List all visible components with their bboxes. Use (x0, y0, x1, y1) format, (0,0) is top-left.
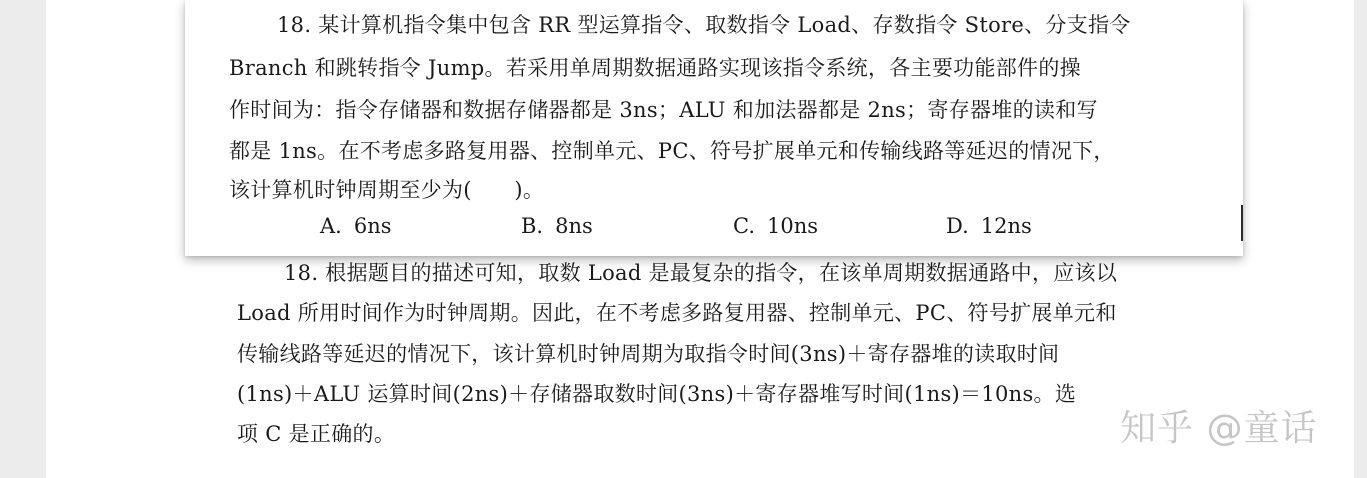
answer-line: 项 C 是正确的。 (237, 422, 396, 446)
option-c (733, 214, 818, 238)
question-line: Branch 和跳转指令 Jump。若采用单周期数据通路实现该指令系统，各主要功能部件的操 (229, 56, 1081, 80)
question-line: 该计算机时钟周期至少为( )。 (229, 178, 545, 202)
option-letter: B. (521, 214, 544, 238)
question-line: 18. 某计算机指令集中包含 RR 型运算指令、取数指令 Load、存数指令 Store、分支指令 (277, 13, 1131, 37)
answer-options (185, 214, 1243, 244)
card-edge-line (1241, 205, 1243, 241)
option-b (521, 214, 593, 238)
answer-line: Load 所用时间作为时钟周期。因此，在不考虑多路复用器、控制单元、PC、符号扩展单元和 (237, 301, 1117, 325)
watermark: 知乎 @童话 (1120, 408, 1318, 449)
option-text: 12ns (980, 214, 1032, 238)
answer-line: 传输线路等延迟的情况下，该计算机时钟周期为取指令时间(3ns)＋寄存器堆的读取时间 (237, 342, 1060, 366)
option-text: 8ns (555, 214, 593, 238)
question-card (185, 0, 1243, 256)
option-letter: A. (320, 214, 342, 238)
option-d (946, 214, 1032, 238)
option-a (320, 214, 392, 238)
option-letter: D. (946, 214, 969, 238)
question-line: 都是 1ns。在不考虑多路复用器、控制单元、PC、符号扩展单元和传输线路等延迟的情况下， (229, 139, 1115, 163)
option-letter: C. (733, 214, 755, 238)
answer-line: 18. 根据题目的描述可知，取数 Load 是最复杂的指令，在该单周期数据通路中，应该以 (284, 261, 1118, 285)
option-text: 6ns (353, 214, 392, 238)
question-line: 作时间为：指令存储器和数据存储器都是 3ns；ALU 和加法器都是 2ns；寄存器堆的读和写 (229, 98, 1098, 122)
answer-line: (1ns)＋ALU 运算时间(2ns)＋存储器取数时间(3ns)＋寄存器堆写时间(1ns)＝10ns。选 (237, 382, 1077, 406)
option-text: 10ns (767, 214, 819, 238)
